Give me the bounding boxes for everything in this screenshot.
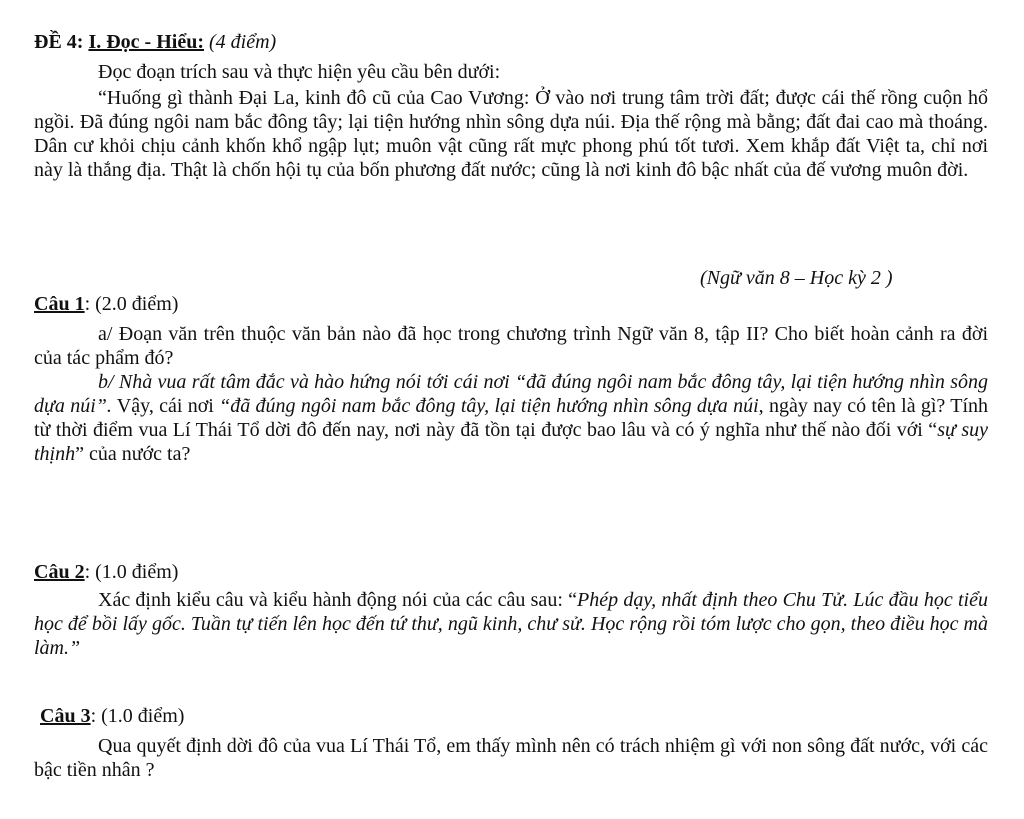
exam-number: ĐỀ 4: <box>34 31 84 53</box>
question-2-label: Câu 2 <box>34 561 85 583</box>
section-points: (4 điểm) <box>209 31 277 53</box>
question-1b-quote-2: “đã đúng ngôi nam bắc đông tây, lại tiện hướng nhìn sông dựa núi <box>219 395 759 417</box>
question-2-body <box>34 588 988 660</box>
question-3-heading <box>40 704 184 728</box>
question-1-label: Câu 1 <box>34 293 85 315</box>
excerpt-source: (Ngữ văn 8 – Học kỳ 2 ) <box>700 267 893 289</box>
excerpt-text: “Huống gì thành Đại La, kinh đô cũ của Cao Vương: Ở vào nơi trung tâm trời đất; được cái thế rồng cuộn hổ ngồi. Đã đúng ngôi nam bắc đông tây; lại tiện hướng nhìn sông dựa núi. Địa thế rộng mà bằng; đất đai cao mà thoáng. Dân cư khỏi chịu cảnh khốn khổ ngập lụt; muôn vật cũng rất mực phong phú tốt tươi. Xem khắp đất Việt ta, chỉ nơi này là thắng địa. Thật là chốn hội tụ của bốn phương đất nước; cũng là nơi kinh đô bậc nhất của đế vương muôn đời. <box>34 87 988 181</box>
question-1b-text-4: ” của nước ta? <box>75 443 191 465</box>
reading-passage <box>34 60 988 182</box>
question-3-label: Câu 3 <box>40 705 91 727</box>
question-2-heading <box>34 560 178 584</box>
question-1b-text-3: , ngày nay có tên là gì? Tính từ thời điểm vua Lí Thái Tổ dời đô đến nay, nơi này đã tồn tại được bao lâu và có ý nghĩa như thế nào đối với “ <box>34 395 988 441</box>
question-3-text: Qua quyết định dời đô của vua Lí Thái Tổ, em thấy mình nên có trách nhiệm gì với non sông đất nước, với các bậc tiền nhân ? <box>34 735 988 781</box>
exam-heading <box>34 30 276 54</box>
question-1b-quote: b/ Nhà vua rất tâm đắc và hào hứng nói tới cái nơi “đã đúng ngôi nam bắc đông tây, lại tiện hướng nhìn sông dựa núi”. <box>34 371 988 417</box>
question-2-text <box>34 588 988 660</box>
section-title: I. Đọc - Hiểu: <box>88 31 204 53</box>
question-2-quote: Phép dạy, nhất định theo Chu Tử. Lúc đầu học tiểu học để bồi lấy gốc. Tuần tự tiến lên học đến tứ thư, ngũ kinh, chư sử. Học rộng rồi tóm lược cho gọn, theo điều học mà làm.” <box>34 589 988 659</box>
question-1a-text: a/ Đoạn văn trên thuộc văn bản nào đã học trong chương trình Ngữ văn 8, tập II? Cho biết hoàn cảnh ra đời của tác phẩm đó? <box>34 323 988 369</box>
question-2-points: : (1.0 điểm) <box>84 561 179 583</box>
question-1-body <box>34 322 988 466</box>
question-1b-text <box>34 370 988 466</box>
question-2-prompt: Xác định kiểu câu và kiểu hành động nói của các câu sau: “ <box>98 589 577 611</box>
instruction-text: Đọc đoạn trích sau và thực hiện yêu cầu bên dưới: <box>98 61 501 83</box>
question-1b-text-2: Vậy, cái nơi <box>111 395 220 417</box>
question-3-body <box>34 734 988 782</box>
question-1-heading <box>34 292 178 316</box>
question-1-points: : (2.0 điểm) <box>84 293 179 315</box>
question-1b-quote-3: sự suy thịnh <box>34 419 988 465</box>
question-3-points: : (1.0 điểm) <box>90 705 185 727</box>
